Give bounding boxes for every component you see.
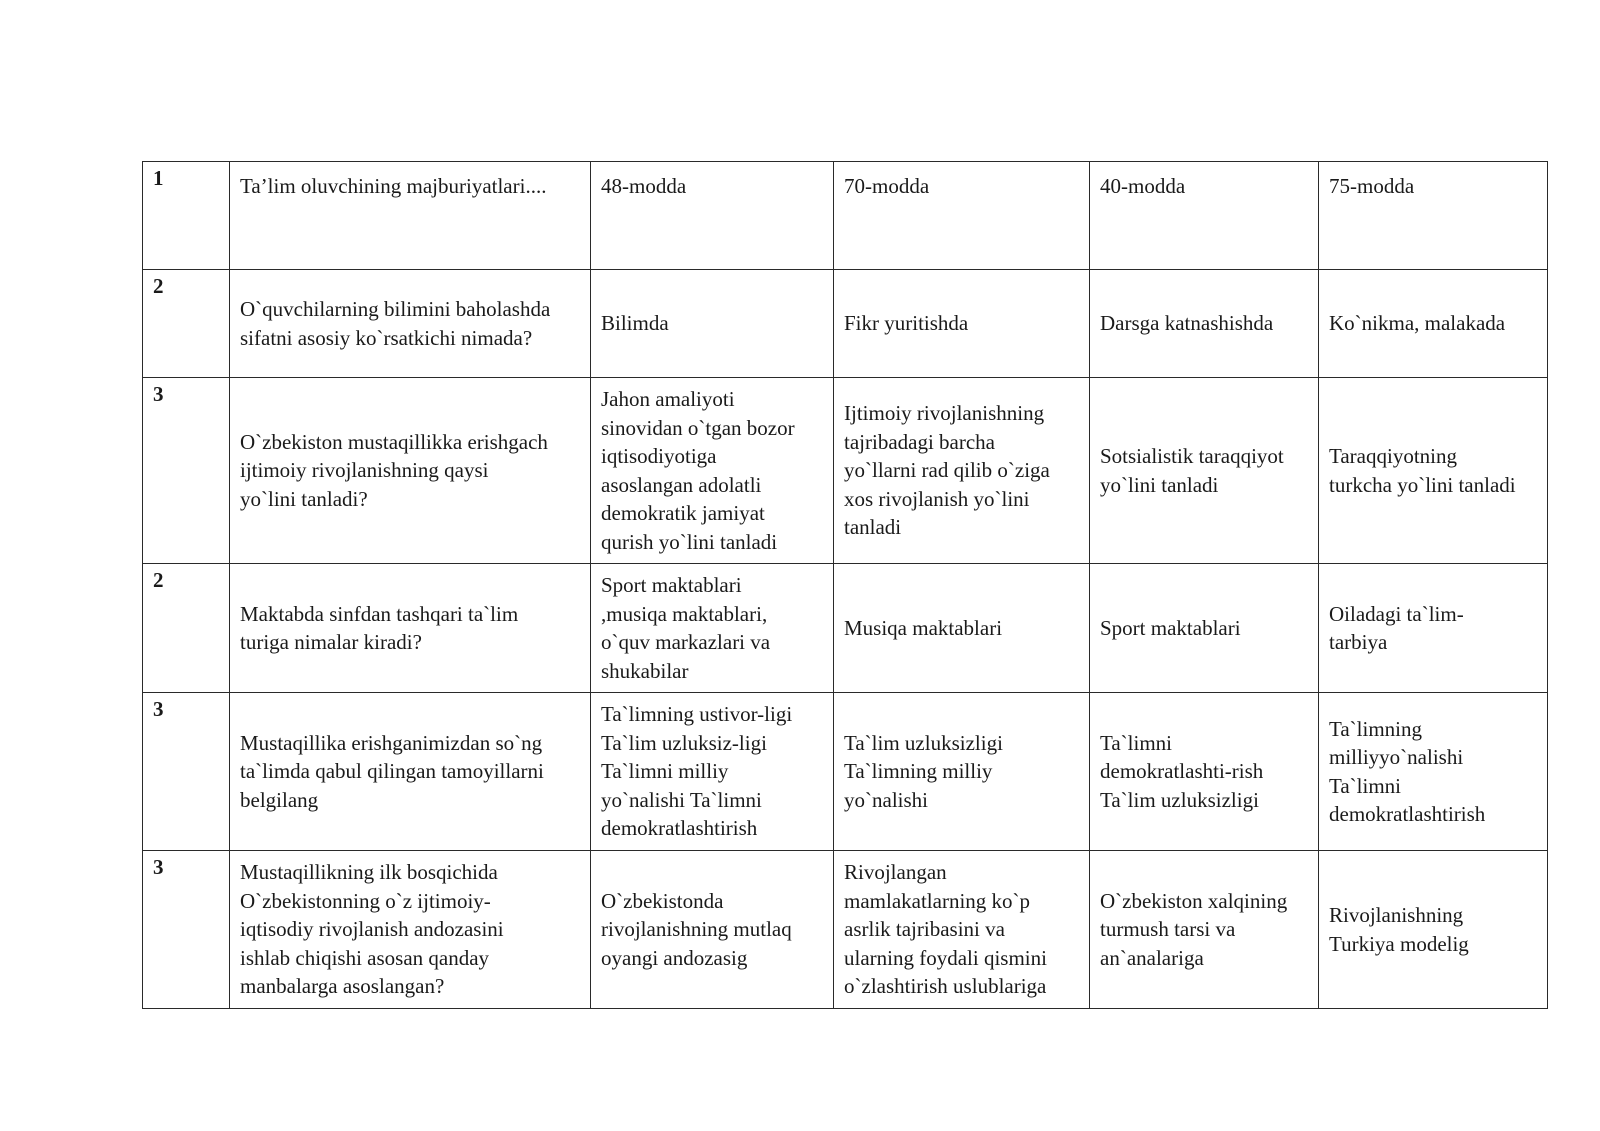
answer-option: Ta`limning ustivor-ligi Ta`lim uzluksiz-ligi Ta`limni milliy yo`nalishi Ta`limni demokratlashtirish: [591, 693, 834, 851]
question-text: O`zbekiston mustaqillikka erishgach ijtimoiy rivojlanishning qaysi yo`lini tanladi?: [230, 378, 591, 564]
answer-option: Oiladagi ta`lim- tarbiya: [1319, 564, 1548, 693]
answer-option: Ta`limni demokratlashti-rish Ta`lim uzluksizligi: [1090, 693, 1319, 851]
question-text: Maktabda sinfdan tashqari ta`lim turiga nimalar kiradi?: [230, 564, 591, 693]
question-number: 1: [143, 162, 230, 270]
quiz-table: [142, 161, 1548, 1009]
answer-option: Musiqa maktablari: [834, 564, 1090, 693]
answer-option: Ijtimoiy rivojlanishning tajribadagi barcha yo`llarni rad qilib o`ziga xos rivojlanish yo`lini tanladi: [834, 378, 1090, 564]
table-row: [143, 693, 1548, 851]
answer-option: Sport maktablari ,musiqa maktablari, o`quv markazlari va shukabilar: [591, 564, 834, 693]
answer-option: 40-modda: [1090, 162, 1319, 270]
question-number: 2: [143, 270, 230, 378]
answer-option: Ko`nikma, malakada: [1319, 270, 1548, 378]
answer-option: Jahon amaliyoti sinovidan o`tgan bozor iqtisodiyotiga asoslangan adolatli demokratik jamiyat qurish yo`lini tanladi: [591, 378, 834, 564]
question-number: 2: [143, 564, 230, 693]
answer-option: 75-modda: [1319, 162, 1548, 270]
question-number: 3: [143, 693, 230, 851]
answer-option: Sport maktablari: [1090, 564, 1319, 693]
answer-option: O`zbekistonda rivojlanishning mutlaq oyangi andozasig: [591, 851, 834, 1009]
table-row: [143, 270, 1548, 378]
answer-option: Rivojlangan mamlakatlarning ko`p asrlik tajribasini va ularning foydali qismini o`zlashtirish uslublariga: [834, 851, 1090, 1009]
answer-option: 70-modda: [834, 162, 1090, 270]
answer-option: Darsga katnashishda: [1090, 270, 1319, 378]
question-text: Mustaqillikning ilk bosqichida O`zbekistonning o`z ijtimoiy- iqtisodiy rivojlanish andozasini ishlab chiqishi asosan qanday manbalarga asoslangan?: [230, 851, 591, 1009]
answer-option: Ta`limning milliyyo`nalishi Ta`limni demokratlashtirish: [1319, 693, 1548, 851]
table-row: [143, 851, 1548, 1009]
table-row: [143, 378, 1548, 564]
question-text: Ta’lim oluvchining majburiyatlari....: [230, 162, 591, 270]
answer-option: Rivojlanishning Turkiya modelig: [1319, 851, 1548, 1009]
question-number: 3: [143, 851, 230, 1009]
answer-option: Taraqqiyotning turkcha yo`lini tanladi: [1319, 378, 1548, 564]
question-number: 3: [143, 378, 230, 564]
answer-option: O`zbekiston xalqining turmush tarsi va an`analariga: [1090, 851, 1319, 1009]
table-row: [143, 162, 1548, 270]
answer-option: Sotsialistik taraqqiyot yo`lini tanladi: [1090, 378, 1319, 564]
answer-option: Fikr yuritishda: [834, 270, 1090, 378]
question-text: O`quvchilarning bilimini baholashda sifatni asosiy ko`rsatkichi nimada?: [230, 270, 591, 378]
answer-option: Ta`lim uzluksizligi Ta`limning milliy yo`nalishi: [834, 693, 1090, 851]
answer-option: Bilimda: [591, 270, 834, 378]
answer-option: 48-modda: [591, 162, 834, 270]
table-row: [143, 564, 1548, 693]
question-text: Mustaqillika erishganimizdan so`ng ta`limda qabul qilingan tamoyillarni belgilang: [230, 693, 591, 851]
